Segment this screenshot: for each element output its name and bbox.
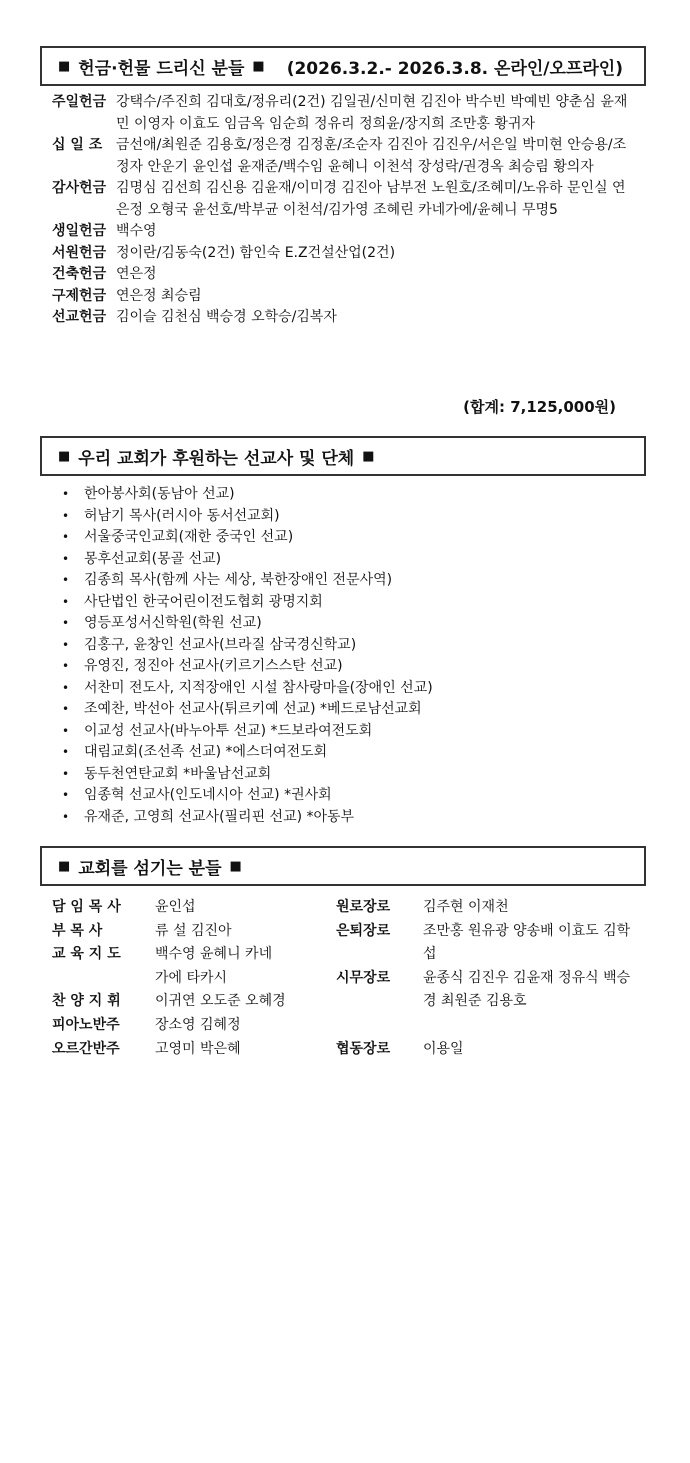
offering-names: 강택수/주진희 김대호/정유리(2건) 김일권/신미현 김진아 박수빈 박예빈 양춘심 윤재민 이영자 이효도 임금옥 임순희 정유리 정희윤/장지희 조만홍 황귀자: [116, 94, 628, 132]
staff-names: 윤인섭: [155, 899, 196, 915]
list-item: [62, 807, 433, 829]
missions-list: [62, 484, 433, 828]
staff-row: [52, 1014, 332, 1038]
offering-row: [52, 178, 652, 221]
list-item: [62, 635, 433, 657]
list-item: [62, 484, 433, 506]
list-item: [62, 527, 433, 549]
staff-names: 장소영 김혜정: [155, 1016, 241, 1033]
mission-text: 유영진, 정진아 선교사(키르기스스탄 선교): [84, 658, 343, 674]
list-item: [62, 721, 433, 743]
mission-text: 한아봉사회(동남아 선교): [84, 486, 235, 502]
list-item: [62, 742, 433, 764]
offering-row: [52, 243, 652, 265]
staff-role: 원로장로: [336, 899, 391, 915]
mission-text: 조예찬, 박선아 선교사(튀르키예 선교) *베드로남선교회: [84, 701, 422, 717]
mission-text: 허남기 목사(러시아 동서선교회): [84, 507, 280, 524]
bullet-icon: •: [62, 766, 70, 781]
offerings-header: [40, 46, 646, 86]
staff-names: 이용일: [423, 1040, 464, 1057]
staff-title: 교회를 섬기는 분들: [78, 858, 222, 879]
staff-names: 이귀연 오도준 오혜경: [155, 993, 286, 1010]
staff-row: [52, 920, 332, 944]
staff-names: 김주현 이재천: [423, 899, 509, 915]
offering-label: 건축헌금: [52, 266, 107, 282]
staff-row: [52, 896, 332, 920]
staff-role: 담 임 목 사: [52, 899, 121, 915]
square-icon: ■: [362, 448, 375, 464]
list-item: [62, 785, 433, 807]
offering-names: 정이란/김동숙(2건) 함인숙 E.Z건설산업(2건): [116, 244, 396, 261]
mission-text: 서찬미 전도사, 지적장애인 시설 참사랑마을(장애인 선교): [84, 679, 433, 696]
bullet-icon: •: [62, 788, 70, 802]
staff-row: [336, 1038, 656, 1062]
offering-row: [52, 286, 652, 308]
offering-names: 김명심 김선희 김신용 김윤재/이미경 김진아 남부전 노원호/조혜미/노유하 문인실 연은정 오형국 윤선호/박부균 이천석/김가영 조혜린 카네가에/윤혜니 무명5: [116, 180, 626, 218]
bullet-icon: •: [62, 745, 70, 759]
list-item: [62, 506, 433, 528]
offering-label: 주일헌금: [52, 94, 107, 110]
list-item: [62, 549, 433, 571]
list-item: [62, 613, 433, 635]
mission-text: 유재준, 고영희 선교사(필리핀 선교) *아동부: [84, 808, 355, 825]
mission-text: 김홍구, 윤창인 선교사(브라질 삼국경신학교): [84, 636, 357, 653]
list-item: [62, 764, 433, 786]
offerings-list: [52, 92, 652, 329]
offering-label: 생일헌금: [52, 223, 107, 239]
mission-text: 김종희 목사(함께 사는 세상, 북한장애인 전문사역): [84, 572, 393, 588]
offering-row: [52, 135, 652, 178]
offering-row: [52, 92, 652, 135]
bullet-icon: •: [62, 508, 70, 523]
staff-row: [336, 920, 656, 967]
missions-title: 우리 교회가 후원하는 선교사 및 단체: [78, 448, 355, 469]
bullet-icon: •: [62, 659, 70, 673]
staff-role: 시무장로: [336, 969, 391, 986]
bullet-icon: •: [62, 809, 70, 824]
staff-role: 교 육 지 도: [52, 946, 121, 963]
staff-role: 협동장로: [336, 1040, 391, 1057]
staff-row: [336, 967, 656, 1014]
bullet-icon: •: [62, 594, 70, 609]
square-icon: ■: [229, 858, 242, 874]
offering-names: 김이슬 김천심 백승경 오학승/김복자: [116, 309, 337, 325]
bullet-icon: •: [62, 487, 70, 501]
square-icon: ■: [58, 58, 71, 74]
offering-label: 서원헌금: [52, 244, 107, 261]
staff-names: 류 설 김진아: [155, 922, 232, 939]
bullet-icon: •: [62, 573, 70, 587]
bullet-icon: •: [62, 637, 70, 652]
list-item: [62, 592, 433, 614]
bullet-icon: •: [62, 680, 70, 695]
staff-role: 은퇴장로: [336, 922, 391, 939]
staff-spacer: [336, 1014, 656, 1038]
staff-names: 조만홍 원유광 양송배 이효도 김학섭: [423, 922, 631, 963]
mission-text: 임종혁 선교사(인도네시아 선교) *권사회: [84, 787, 332, 803]
staff-role: 부 목 사: [52, 922, 103, 939]
offering-names: 연은정 최승림: [116, 287, 202, 304]
staff-row: [52, 990, 332, 1014]
offering-label: 십 일 조: [52, 137, 103, 153]
mission-text: 사단법인 한국어린이전도협회 광명지회: [84, 593, 323, 610]
offering-names: 백수영: [116, 223, 157, 239]
list-item: [62, 570, 433, 592]
staff-left-column: [52, 896, 332, 1061]
mission-text: 서울중국인교회(재한 중국인 선교): [84, 529, 294, 545]
staff-names: 윤종식 김진우 김윤재 정유식 백승경 최원준 김용호: [423, 969, 631, 1010]
staff-row: [52, 1038, 332, 1062]
list-item: [62, 699, 433, 721]
mission-text: 대림교회(조선족 선교) *에스더여전도회: [84, 744, 328, 760]
mission-text: 이교성 선교사(바누아투 선교) *드보라여전도회: [84, 722, 373, 739]
staff-row: [336, 896, 656, 920]
staff-row: [52, 943, 312, 990]
offerings-total: (합계: 7,125,000원): [463, 398, 616, 416]
offering-names: 연은정: [116, 266, 157, 282]
offering-row: [52, 264, 652, 286]
mission-text: 동두천연탄교회 *바울남선교회: [84, 765, 272, 782]
staff-right-column: [336, 896, 656, 1061]
list-item: [62, 678, 433, 700]
missions-header: [40, 436, 646, 476]
bullet-icon: •: [62, 530, 70, 544]
offering-label: 선교헌금: [52, 309, 107, 325]
staff-role: 오르간반주: [52, 1040, 120, 1057]
mission-text: 몽후선교회(몽골 선교): [84, 550, 222, 567]
bullet-icon: •: [62, 702, 70, 716]
offerings-period: (2026.3.2.- 2026.3.8. 온라인/오프라인): [286, 58, 623, 79]
staff-role: 찬 양 지 휘: [52, 993, 121, 1010]
square-icon: ■: [58, 858, 71, 874]
square-icon: ■: [252, 58, 265, 74]
staff-role: 피아노반주: [52, 1016, 120, 1033]
list-item: [62, 656, 433, 678]
staff-header: [40, 846, 646, 886]
offerings-title: 헌금·헌물 드리신 분들: [78, 58, 245, 79]
offering-label: 감사헌금: [52, 180, 107, 196]
offering-row: [52, 221, 652, 243]
staff-names: 고영미 박은혜: [155, 1040, 241, 1057]
staff-names: 백수영 윤혜니 카네가에 타카시: [155, 946, 273, 986]
offering-row: [52, 307, 652, 329]
offering-names: 금선애/최원준 김용호/정은경 김정훈/조순자 김진아 김진우/서은일 박미현 안승용/조정자 안운기 윤인섭 윤재준/백수임 윤혜니 이천석 장성락/권경옥 최승림 황의자: [116, 137, 627, 175]
mission-text: 영등포성서신학원(학원 선교): [84, 615, 262, 631]
bullet-icon: •: [62, 723, 70, 738]
square-icon: ■: [58, 448, 71, 464]
bullet-icon: •: [62, 616, 70, 630]
offering-label: 구제헌금: [52, 287, 107, 304]
bullet-icon: •: [62, 551, 70, 566]
